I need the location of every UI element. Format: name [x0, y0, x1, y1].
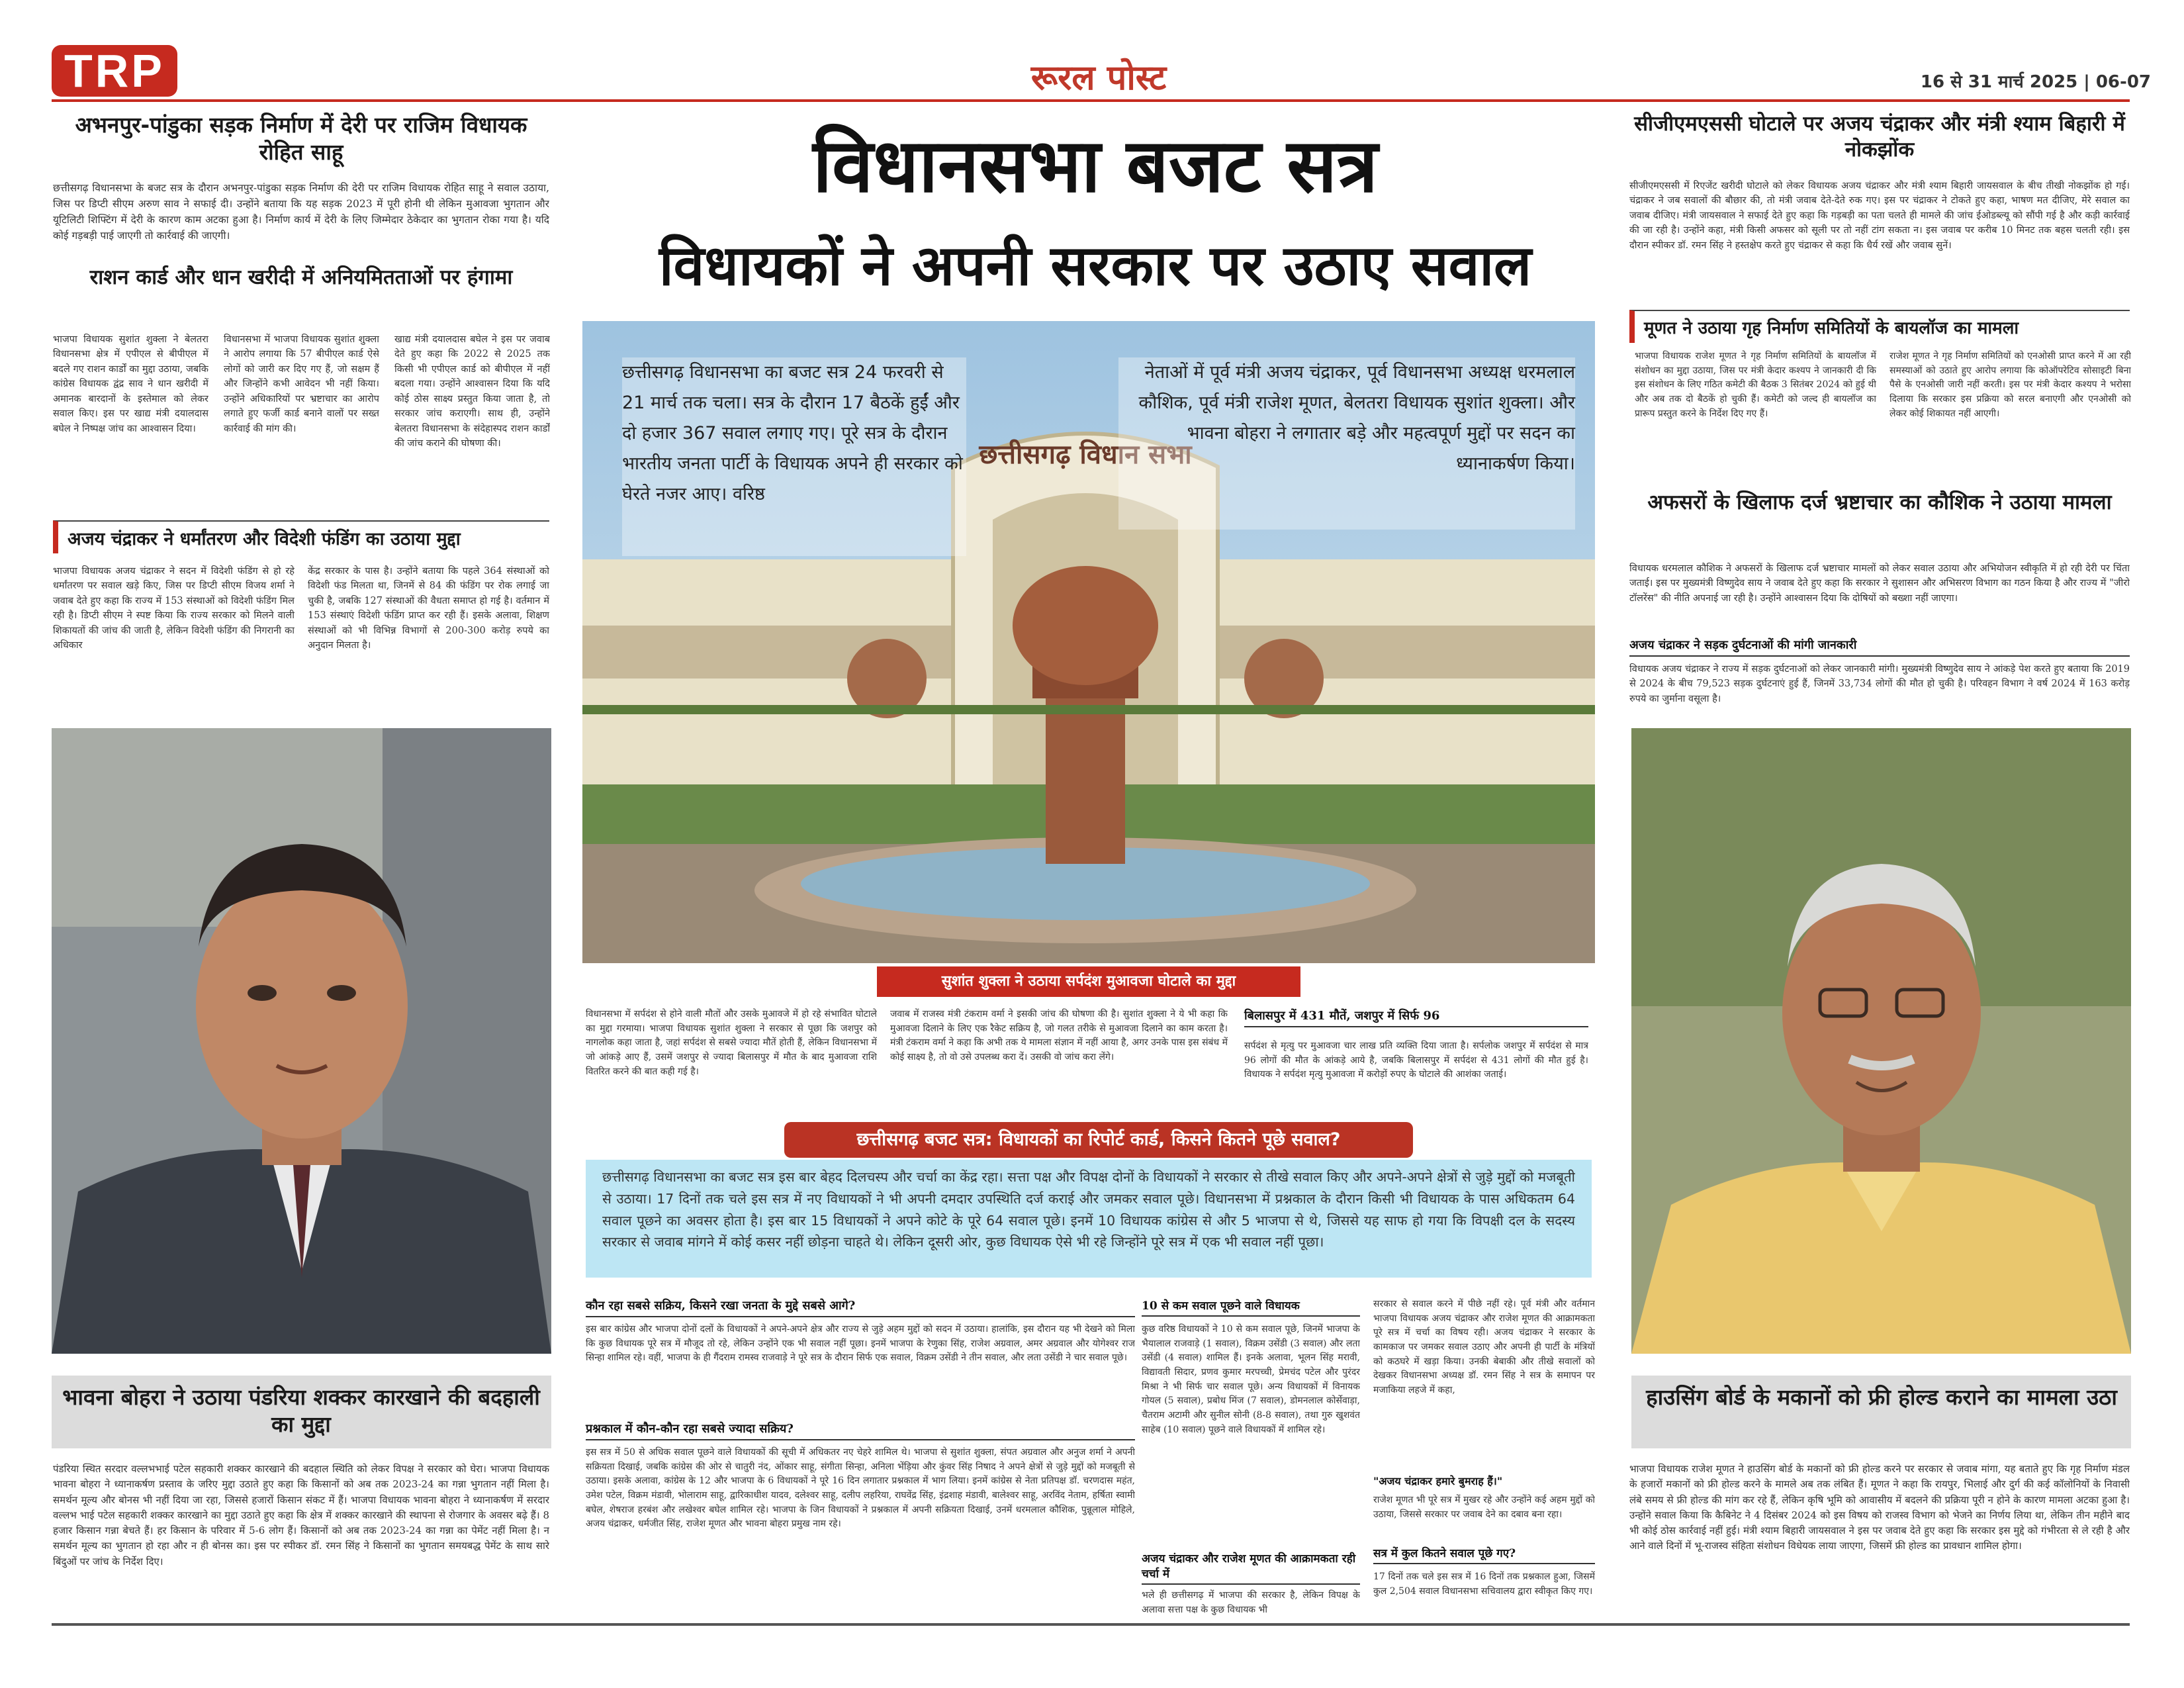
left-s2-col1: भाजपा विधायक सुशांत शुक्ला ने बेलतरा विधानसभा क्षेत्र में एपीएल से बीपीएल में बदले गए राशन कार्डों का मुद्दा उठाया, जबकि कांग्रेस विधायक द्वंद्र साव ने धान खरीदी में अमानक बारदानों के इस्तेमाल को लेकर सवाल किए। इस पर खाद्य मंत्री दयालदास बघेल ने निष्पक्ष जांच का आश्वासन दिया।	[53, 334, 208, 434]
masthead-rule	[52, 99, 2130, 102]
snake-col2: जवाब में राजस्व मंत्री टंकराम वर्मा ने इसकी जांच की घोषणा की है। सुशांत शुक्ला ने ये भी कहा कि मुआवजा दिलाने के लिए एक रैकेट सक्रिय है, जो गलत तरीके से मुआवजा दिलाने का काम करता है। मंत्री टंकराम वर्मा ने कहा कि अभी तक ये मामला संज्ञान में नहीं आया है, अगर उनके पास इस संबंध में कोई साक्ष्य है, तो वो उसे उपलब्ध करा दें। उसकी वो जांच करा लेंगे।	[890, 1009, 1228, 1063]
left-s2-col3: खाद्य मंत्री दयालदास बघेल ने इस पर जवाब देते हुए कहा कि 2022 से 2025 तक किसी भी एपीएल कार्ड को बीपीएल में नहीं बदला गया। उन्होंने आश्वासन दिया कि यदि कोई ठोस साक्ष्य प्रस्तुत किया जाता है, तो सरकार जांच कराएगी। साथ ही, उन्होंने बेलतरा विधानसभा के संदेहास्पद राशन कार्डों की जांच कराने की घोषणा की।	[394, 334, 550, 449]
q4-title: अजय चंद्राकर और राजेश मूणत की आक्रामकता रही चर्चा में	[1142, 1550, 1360, 1585]
left-s1-body: छत्तीसगढ़ विधानसभा के बजट सत्र के दौरान अभनपुर-पांडुका सड़क निर्माण की देरी पर राजिम विधायक रोहित साहू ने सवाल उठाया, जिस पर डिप्टी सीएम अरुण साव ने सफाई दी। उन्होंने बताया कि यह सड़क 2023 में पूरी होनी थी लेकिन मुआवजा भुगतान और यूटिलिटी शिफ्टिंग में देरी के कारण काम अटका हुआ है। निर्माण कार्य में देरी के लिए जिम्मेदार ठेकेदार का भुगतान रोका गया है। यदि कोई गड़बड़ी पाई जाएगी तो कार्रवाई की जाएगी।	[53, 182, 549, 242]
right-s1-body: सीजीएमएससी में रिएजेंट खरीदी घोटाले को लेकर विधायक अजय चंद्राकर और मंत्री श्याम बिहारी जायसवाल के बीच तीखी नोकझोंक हो गई। चंद्राकर ने जब सवालों की बौछार की, तो मंत्री जवाब देते-देते रुक गए। इस पर चंद्राकर ने टोकते हुए कहा, भाषण मत दीजिए, मेरे सवाल का जवाब दीजिए। मंत्री जायसवाल ने सफाई देते हुए कहा कि गड़बड़ी का पता चलते ही मामले की जांच ईओडब्ल्यू को सौंपी गई है और कड़ी कार्रवाई की जा रही है। उन्होंने कहा, मंत्री किसी अफसर को सूली पर तो नहीं टांग सकता न। इस जवाब पर करीब 10 मिनट तक बहस चलती रही। इस दौरान स्पीकर डॉ. रमन सिंह ने हस्तक्षेप करते हुए चंद्राकर से कहा कि धैर्य रखें और जवाब सुनें।	[1629, 181, 2130, 251]
snake-sub: बिलासपुर में 431 मौतें, जशपुर में सिर्फ 96	[1244, 1008, 1588, 1027]
building-sign: छत्तीसगढ़ विधान सभा	[979, 440, 1192, 470]
right-s3-body: विधायक धरमलाल कौशिक ने अफसरों के खिलाफ दर्ज भ्रष्टाचार मामलों को लेकर सवाल उठाया और अभियोजन स्वीकृति में हो रही देरी पर चिंता जताई। इस पर मुख्यमंत्री विष्णुदेव साय ने जवाब देते हुए कहा कि सरकार ने सुशासन और अभिसरण विभाग का गठन किया है और राज्य में "जीरो टॉलरेंस" की नीति अपनाई जा रही है। उन्होंने आश्वासन दिया कि दोषियों को बख्शा नहीं जाएगा।	[1629, 563, 2130, 604]
snake-banner: सुशांत शुक्ला ने उठाया सर्पदंश मुआवजा घोटाले का मुद्दा	[877, 966, 1300, 997]
main-intro-left: छत्तीसगढ़ विधानसभा का बजट सत्र 24 फरवरी से 21 मार्च तक चला। सत्र के दौरान 17 बैठकें हुईं और दो हजार 367 सवाल लगाए गए। पूरे सत्र के दौरान भारतीय जनता पार्टी के विधायक अपने ही सरकार को घेरते नजर आए। वरिष्ठ	[622, 357, 966, 556]
left-s3-col2: केंद्र सरकार के पास है। उन्होंने बताया कि पहले 364 संस्थाओं को विदेशी फंड मिलता था, जिनमें से 84 की फंडिंग पर रोक लगाई जा चुकी है, जबकि 127 संस्थाओं की वैधता समाप्त हो गई है। वर्तमान में 153 संस्थाएं विदेशी फंडिंग प्राप्त कर रही हैं। इसके अलावा, शिक्षण संस्थाओं को भी विभिन्न विभागों से 200-300 करोड़ रुपये का अनुदान मिलता है।	[308, 566, 549, 651]
left-s4-body: पंडरिया स्थित सरदार वल्लभभाई पटेल सहकारी शक्कर कारखाने की बदहाल स्थिति को लेकर विपक्ष ने सरकार को घेरा। भाजपा विधायक भावना बोहरा ने ध्यानाकर्षण प्रस्ताव के जरिए मुद्दा उठाते हुए कहा कि किसानों को अब तक 2023-24 का गन्ना भुगतान नहीं मिला है। समर्थन मूल्य और बोनस भी नहीं दिया जा रहा, जिससे हजारों किसान संकट में हैं। भाजपा विधायक भावना बोहरा ने ध्यानाकर्षण में सरदार वल्लभ भाई पटेल सहकारी शक्कर कारखाने का मुद्दा उठाते हुए कहा कि क्षेत्र में शक्कर कारखाने की स्थापना से रोजगार के अवसर बढ़े हैं। 8 हजार किसान गन्ना बेचते हैं। हर किसान के परिवार में 5-6 लोग हैं। किसानों को अब तक 2023-24 का गन्ना का पेमेंट नहीं मिला है। न समर्थन मूल्य का भुगतान हो रहा और न ही बोनस का। इस पर स्पीकर डॉ. रमन सिंह ने किसानों का भुगतान समयबद्ध पेमेंट के साथ सारे बिंदुओं पर जांच के निर्देश दिए।	[53, 1463, 549, 1568]
right-s3-body2: विधायक अजय चंद्राकर ने राज्य में सड़क दुर्घटनाओं को लेकर जानकारी मांगी। मुख्यमंत्री विष्णुदेव साय ने आंकड़े पेश करते हुए बताया कि 2019 से 2024 के बीच 79,523 सड़क दुर्घटनाएं हुई हैं, जिनमें 33,734 लोगों की मौत हो चुकी है। परिवहन विभाग ने वर्ष 2024 में 163 करोड़ रुपये का जुर्माना वसूला है।	[1629, 664, 2130, 704]
right-s1-title: सीजीएमएससी घोटाले पर अजय चंद्राकर और मंत्री श्याम बिहारी में नोकझोंक	[1634, 112, 2125, 162]
q2-title: प्रश्नकाल में कौन-कौन रहा सबसे ज्यादा सक्रिय?	[586, 1421, 1135, 1440]
q5-quote: "अजय चंद्राकर हमारे बुमराह हैं।"	[1373, 1475, 1503, 1487]
main-intro-right: नेताओं में पूर्व मंत्री अजय चंद्राकर, पूर्व विधानसभा अध्यक्ष धरमलाल कौशिक, पूर्व मंत्री राजेश मूणत, बेलतरा विधायक सुशांत शुक्ला। और भावना बोहरा ने लगातार बड़े और महत्वपूर्ण मुद्दों पर सदन का ध्यानाकर्षण किया।	[1118, 357, 1575, 530]
right-s2-col2: राजेश मूणत ने गृह निर्माण समितियों को एनओसी प्राप्त करने में आ रही समस्याओं को उठाते हुए आरोप लगाया कि कोऑपरेटिव सोसाइटी बिना पैसे के एनओसी जारी नहीं करती। इस पर मंत्री केदार कश्यप ने भरोसा दिलाया कि सरकार इस प्रक्रिया को सरल बनाएगी और एनओसी को लेकर कोई शिकायत नहीं आएगी।	[1889, 351, 2131, 419]
main-title: विधानसभा बजट सत्र	[813, 123, 1378, 209]
left-s1-title: अभनपुर-पांडुका सड़क निर्माण में देरी पर राजिम विधायक रोहित साहू	[75, 112, 527, 165]
bottom-rule	[52, 1623, 2130, 1626]
right-s2-col1: भाजपा विधायक राजेश मूणत ने गृह निर्माण समितियों के बायलॉज में संशोधन का मुद्दा उठाया, जिस पर मंत्री केदार कश्यप ने जानकारी दी कि इस संशोधन के लिए गठित कमेटी की बैठक 3 सितंबर 2024 को हुई थी और अब तक दो बैठकें हो चुकी हैं। कमेटी को जल्द ही बायलॉज का प्रारूप प्रस्तुत करने के निर्देश दिए गए हैं।	[1635, 351, 1876, 419]
main-subtitle: विधायकों ने अपनी सरकार पर उठाए सवाल	[659, 233, 1532, 298]
q5-body2: राजेश मूणत भी पूरे सत्र में मुखर रहे और उन्होंने कई अहम मुद्दों को उठाया, जिससे सरकार पर जवाब देने का दबाव बना रहा।	[1373, 1495, 1595, 1520]
report-body: छत्तीसगढ़ विधानसभा का बजट सत्र इस बार बेहद दिलचस्प और चर्चा का केंद्र रहा। सत्ता पक्ष और विपक्ष दोनों के विधायकों ने सरकार से तीखे सवाल किए और अपने-अपने क्षेत्रों से जुड़े मुद्दों को मजबूती से उठाया। 17 दिनों तक चले इस सत्र में नए विधायकों ने भी अपनी दमदार उपस्थिति दर्ज कराई और जमकर सवाल पूछे। विधानसभा में प्रश्नकाल के दौरान किसी भी विधायक के पास अधिकतम 64 सवाल पूछने का अवसर होता है। इस बार 15 विधायकों ने अपने कोटे के पूरे 64 सवाल पूछे। इनमें 10 विधायक कांग्रेस से और 5 भाजपा से थे, जिससे यह साफ हो गया कि विपक्षी दल के सदस्य सरकार से जवाब मांगने में कोई कसर नहीं छोड़ना चाहते थे। लेकिन दूसरी ओर, कुछ विधायक ऐसे भी रहे जिन्होंने पूरे सत्र में एक भी सवाल नहीं पूछा।	[602, 1169, 1575, 1250]
trp-logo: TRP	[52, 45, 177, 97]
left-s4-title: भावना बोहरा ने उठाया पंडरिया शक्कर कारखाने की बदहाली का मुद्दा	[62, 1384, 540, 1438]
issue-date: 16 से 31 मार्च 2025 | 06-07	[1920, 72, 2151, 92]
right-s2-title: मूणत ने उठाया गृह निर्माण समितियों के बायलॉज का मामला	[1629, 310, 2130, 343]
q1-title: कौन रहा सबसे सक्रिय, किसने रखा जनता के मुद्दे सबसे आगे?	[586, 1297, 1135, 1317]
page-numbers: 06-07	[2095, 72, 2151, 92]
q2-body: इस सत्र में 50 से अधिक सवाल पूछने वाले विधायकों की सूची में अधिकतर नए चेहरे शामिल थे। भाजपा से सुशांत शुक्ला, संपत अग्रवाल और अनुज शर्मा ने अपनी सक्रियता दिखाई, जबकि कांग्रेस की ओर से चातुरी नंद, ओंकार साहू, संगीता सिन्हा, अनिला भेंड़िया और कुंवर सिंह निषाद ने अपने क्षेत्रों से जुड़े मुद्दों को मजबूती से उठाया। इसके अलावा, कांग्रेस के 12 और भाजपा के 6 विधायकों ने पूरे 16 दिन लगातार प्रश्नकाल में भाग लिया। इनमें कांग्रेस से नेता प्रतिपक्ष डॉ. चरणदास महंत, उमेश पटेल, विक्रम मंडावी, भोलाराम साहू, द्वारिकाधीश यादव, दलेश्वर साहू, दलीप लहरिया, राघवेंद्र सिंह, इंद्रशाह मंडावी, बालेश्वर साहू, अरविंद नेताम, हर्षिता स्वामी बघेल, शेषराज हरबंश और लखेश्वर बघेल शामिल रहे। भाजपा के जिन विधायकों ने प्रश्नकाल में अपनी सक्रियता दिखाई, उनमें धरमलाल कौशिक, पुन्नूलाल मोहिले, अजय चंद्राकर, धर्मजीत सिंह, राजेश मूणत और भावना बोहरा प्रमुख नाम रहे।	[586, 1447, 1135, 1530]
snake-col3: सर्पदंश से मृत्यु पर मुआवजा चार लाख प्रति व्यक्ति दिया जाता है। सर्पलोक जशपुर में सर्पदंश से मात्र 96 लोगों की मौत के आंकड़े आये है, जबकि बिलासपुर में सर्पदंश से 431 लोगों की मौत हुई है। विधायक ने सर्पदंश मृत्यु मुआवजा में करोड़ों रुपए के घोटाले की आशंका जताई।	[1244, 1041, 1588, 1080]
q6-title: सत्र में कुल कितने सवाल पूछे गए?	[1373, 1545, 1595, 1564]
q3-body: कुछ वरिष्ठ विधायकों ने 10 से कम सवाल पूछे, जिनमें भाजपा के भैयालाल राजवाड़े (1 सवाल), विक्रम उसेंडी (3 सवाल) और लता उसेंडी (4 सवाल) शामिल हैं। इनके अलावा, भूलन सिंह मरावी, विद्यावती सिदार, प्रणव कुमार मरपच्ची, प्रेमचंद पटेल और पुरंदर मिश्रा ने भी सिर्फ चार सवाल पूछे। अन्य विधायकों में विनायक गोयल (5 सवाल), प्रबोध मिंज (7 सवाल), डोमनलाल कोर्सेवाड़ा, चैतराम अटामी और सुनील सोनी (8-8 सवाल), तथा गुरु खुशवंत साहेब (10 सवाल) पूछने वाले विधायकों में शामिल रहे।	[1142, 1324, 1360, 1435]
brand-title: रूरल पोस्ट	[1030, 58, 1167, 98]
left-s3-col1: भाजपा विधायक अजय चंद्राकर ने सदन में विदेशी फंडिंग से हो रहे धर्मांतरण पर सवाल खड़े किए, जिस पर डिप्टी सीएम विजय शर्मा ने जवाब देते हुए कहा कि राज्य में 153 संस्थाओं को विदेशी फंडिंग मिल रही है। डिप्टी सीएम ने स्पष्ट किया कि राज्य सरकार को मिलने वाली शिकायतों की जांच की जाती है, लेकिन विदेशी फंडिंग की निगरानी का अधिकार	[53, 566, 295, 651]
right-s4-body: भाजपा विधायक राजेश मूणत ने हाउसिंग बोर्ड के मकानों को फ्री होल्ड करने पर सरकार से जवाब मांगा, यह बताते हुए कि गृह निर्माण मंडल के हजारों मकानों को फ्री होल्ड करने के मामले अब तक लंबित हैं। मूणत ने कहा कि रायपुर, भिलाई और दुर्ग की कई कॉलोनियों के निवासी लंबे समय से फ्री होल्ड की मांग कर रहे हैं, लेकिन कृषि भूमि को आवासीय में बदलने की प्रक्रिया पूरी न होने के कारण मामला अटका हुआ है। उन्होंने सवाल किया कि कैबिनेट ने 4 दिसंबर 2024 को इस विषय को राजस्व विभाग को भेजने का निर्णय लिया था, लेकिन तीन महीने बाद भी कोई ठोस कार्रवाई नहीं हुई। मंत्री श्याम बिहारी जायसवाल ने इस पर जवाब देते हुए कहा कि सरकार इस मुद्दे को गंभीरता से ले रही है और आने वाले दिनों में भू-राजस्व संहिता संशोधन विधेयक लाया जाएगा, जिसमें फ्री होल्ड का प्रावधान शामिल होगा।	[1629, 1463, 2130, 1552]
issue-date-text: 16 से 31 मार्च 2025	[1920, 72, 2078, 92]
q5-body: सरकार से सवाल करने में पीछे नहीं रहे। पूर्व मंत्री और वर्तमान भाजपा विधायक अजय चंद्राकर और राजेश मूणत की आक्रामकता पूरे सत्र में चर्चा का विषय रही। अजय चंद्राकर ने सरकार के कामकाज पर जमकर सवाल उठाए और अपनी ही पार्टी के मंत्रियों को कठघरे में खड़ा किया। उनकी बेबाकी और तीखे सवालों को देखकर विधानसभा अध्यक्ष डॉ. रमन सिंह ने सत्र के समापन पर मजाकिया लहजे में कहा,	[1373, 1299, 1595, 1396]
right-s3-title: अफसरों के खिलाफ दर्ज भ्रष्टाचार का कौशिक ने उठाया मामला	[1647, 491, 2112, 514]
right-s3-sub: अजय चंद्राकर ने सड़क दुर्घटनाओं की मांगी जानकारी	[1629, 637, 2130, 657]
left-s2-col2: विधानसभा में भाजपा विधायक सुशांत शुक्ला ने आरोप लगाया कि 57 बीपीएल कार्ड ऐसे लोगों को जारी कर दिए गए हैं, जो सक्षम हैं और जिन्होंने कभी आवेदन भी नहीं किया। उन्होंने अधिकारियों पर भ्रष्टाचार का आरोप लगाते हुए फर्जी कार्ड बनाने वालों पर सख्त कार्रवाई की मांग की।	[224, 334, 379, 434]
left-s2-title: राशन कार्ड और धान खरीदी में अनियमितताओं पर हंगामा	[89, 265, 513, 289]
q1-body: इस बार कांग्रेस और भाजपा दोनों दलों के विधायकों ने अपने-अपने क्षेत्र और राज्य से जुड़े अहम मुद्दों को सदन में उठाया। हालांकि, इस दौरान यह भी देखने को मिला कि कुछ विधायक पूरे सत्र में मौजूद तो रहे, लेकिन उन्होंने एक भी सवाल नहीं पूछा। इनमें भाजपा के रेणुका सिंह, राजेश अग्रवाल, अमर अग्रवाल और योगेश्वर राज सिन्हा शामिल रहे। वहीं, भाजपा के ही गैंदराम रामस्व राजवाड़े ने पूरे सत्र के दौरान सिर्फ एक सवाल, विक्रम उसेंडी ने तीन सवाल, और लता उसेंडी ने चार सवाल पूछे।	[586, 1324, 1135, 1364]
right-s4-title: हाउसिंग बोर्ड के मकानों को फ्री होल्ड कराने का मामला उठा	[1646, 1384, 2117, 1410]
rajesh-munat-photo	[1631, 728, 2131, 1354]
q3-title: 10 से कम सवाल पूछने वाले विधायक	[1142, 1297, 1360, 1317]
report-banner: छत्तीसगढ़ बजट सत्र: विधायकों का रिपोर्ट कार्ड, किसने कितने पूछे सवाल?	[784, 1122, 1413, 1158]
snake-col1: विधानसभा में सर्पदंश से होने वाली मौतों और उसके मुआवजे में हो रहे संभावित घोटाले का मुद्दा गरमाया। भाजपा विधायक सुशांत शुक्ला ने सरकार से पूछा कि जशपुर को नागलोक कहा जाता है, जहां सर्पदंश से सबसे ज्यादा मौतें होती हैं, लेकिन विधानसभा में जो आंकड़े आए हैं, उसमें जशपुर से ज्यादा बिलासपुर में मौत के बाद मुआवजा राशि वितरित करने की बात कही गई है।	[586, 1009, 877, 1077]
q6-body: 17 दिनों तक चले इस सत्र में 16 दिनों तक प्रश्नकाल हुआ, जिसमें कुल 2,504 सवाल विधानसभा सचिवालय द्वारा स्वीकृत किए गए।	[1373, 1571, 1595, 1597]
bhavna-bohra-photo	[52, 728, 551, 1354]
q4-body: भले ही छत्तीसगढ़ में भाजपा की सरकार है, लेकिन विपक्ष के अलावा सत्ता पक्ष के कुछ विधायक भी	[1142, 1590, 1360, 1615]
left-s3-title: अजय चंद्राकर ने धर्मांतरण और विदेशी फंडिंग का उठाया मुद्दा	[53, 520, 549, 553]
